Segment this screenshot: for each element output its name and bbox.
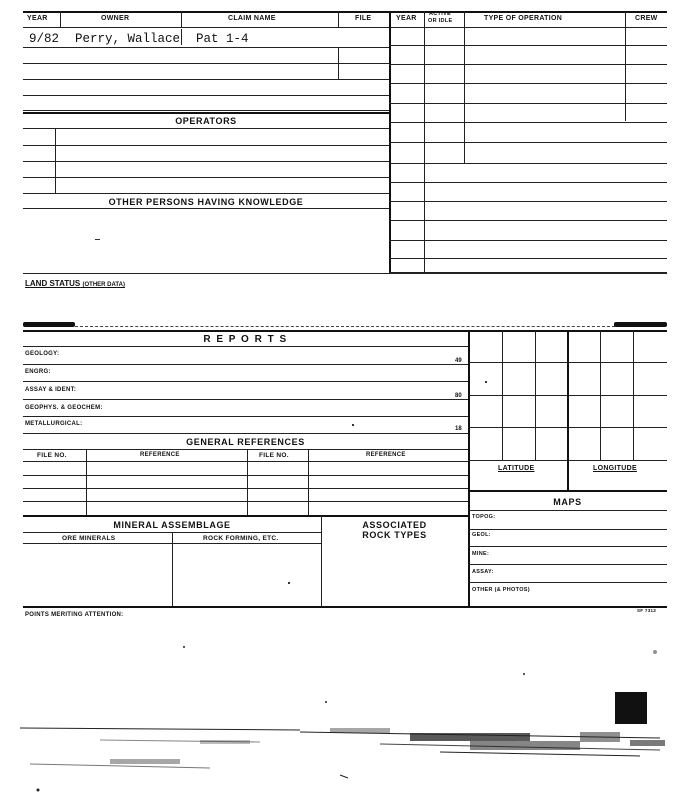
type-operation-column-line: [464, 11, 465, 163]
references-row-line: [23, 501, 468, 502]
rock-forming-label: ROCK FORMING, ETC.: [203, 535, 279, 542]
mineral-column-line: [172, 532, 173, 607]
header-separator: [181, 11, 182, 27]
file-column-line: [338, 47, 339, 79]
other-persons-rule: [23, 208, 389, 209]
scan-streaks: [20, 728, 660, 778]
header-type-of-operation: TYPE OF OPERATION: [484, 15, 563, 22]
map-mine: MINE:: [472, 551, 490, 557]
ref-file-no-1: FILE NO.: [37, 452, 67, 459]
ref-reference-1: REFERENCE: [140, 452, 180, 458]
right-row-line: [389, 163, 667, 164]
right-row-line: [389, 83, 667, 84]
report-metallurgical-num: 18: [455, 426, 462, 432]
references-column-line: [86, 449, 87, 515]
maps-rule: [468, 510, 667, 511]
report-geophys: GEOPHYS. & GEOCHEM:: [25, 405, 103, 411]
maps-heading: MAPS: [553, 497, 582, 507]
entry-owner: Perry, Wallace: [75, 32, 181, 46]
reports-top-rule: [23, 330, 667, 332]
scan-noise: [0, 640, 678, 808]
ref-file-no-2: FILE NO.: [259, 452, 289, 459]
header-separator: [60, 11, 61, 27]
ore-minerals-label: ORE MINERALS: [62, 535, 116, 542]
entry-separator: [181, 29, 182, 45]
right-row-line: [389, 142, 667, 143]
land-status-label: [25, 279, 125, 288]
associated-rock-types-heading: [321, 520, 468, 540]
owner-row-line: [23, 110, 389, 111]
reports-rule: [23, 346, 468, 347]
report-assay: ASSAY & IDENT:: [25, 387, 77, 393]
owner-row-line: [23, 47, 389, 48]
operators-heading: OPERATORS: [175, 116, 237, 126]
report-engrg: ENGRG:: [25, 369, 51, 375]
right-row-line: [389, 45, 667, 46]
references-rule: [23, 449, 468, 450]
right-row-line: [389, 201, 667, 202]
scan-black-square: [615, 692, 647, 724]
grid-line: [468, 395, 667, 396]
reports-row-line: [23, 399, 468, 400]
reports-row-line: [23, 364, 468, 365]
latitude-label: LATITUDE: [498, 465, 535, 472]
operators-row-line: [23, 161, 389, 162]
reports-row-line: [23, 416, 468, 417]
owner-row-line: [23, 63, 389, 64]
longitude-label: LONGITUDE: [593, 465, 637, 472]
header-owner: OWNER: [101, 15, 130, 22]
points-meriting-attention: POINTS MERITING ATTENTION:: [25, 612, 124, 618]
other-persons-heading: OTHER PERSONS HAVING KNOWLEDGE: [108, 197, 304, 207]
maps-row-line: [468, 582, 667, 583]
report-geology: GEOLOGY:: [25, 351, 60, 357]
operators-column-line: [55, 128, 56, 193]
left-break-bar: [23, 322, 75, 327]
land-status-title: LAND STATUS: [25, 279, 81, 288]
right-row-line: [389, 64, 667, 65]
operators-row-line: [23, 128, 389, 129]
general-references-heading: GENERAL REFERENCES: [186, 437, 305, 447]
grid-line: [468, 460, 667, 461]
right-panel-divider: [468, 330, 470, 607]
operators-row-line: [23, 145, 389, 146]
scan-smudges: [37, 646, 666, 792]
mineral-top-rule: [23, 515, 468, 517]
map-assay: ASSAY:: [472, 569, 494, 575]
maps-row-line: [468, 564, 667, 565]
references-column-line: [247, 449, 248, 515]
entry-claim-name: Pat 1-4: [196, 32, 249, 46]
grid-center-line: [567, 330, 569, 490]
operators-row-line: [23, 193, 389, 194]
header-or-idle: OR IDLE: [428, 18, 453, 24]
operators-top-rule: [23, 112, 389, 114]
land-status-subtitle: (OTHER DATA): [82, 282, 125, 288]
map-geol: GEOL:: [472, 532, 491, 538]
header-year-2: YEAR: [396, 15, 417, 22]
header-file: FILE: [355, 15, 372, 22]
stray-dot: [288, 582, 290, 584]
land-status-rule: [23, 273, 667, 274]
bottom-rule: [23, 606, 667, 608]
map-other: OTHER (& PHOTOS): [472, 587, 530, 593]
owner-row-line: [23, 95, 389, 96]
reports-heading: R E P O R T S: [203, 334, 288, 345]
top-border: [23, 11, 667, 13]
right-break-bar: [614, 322, 667, 327]
header-separator: [338, 11, 339, 27]
maps-row-line: [468, 546, 667, 547]
right-row-line: [389, 122, 667, 123]
maps-row-line: [468, 529, 667, 530]
entry-year: 9/82: [29, 32, 60, 46]
stray-dot: [485, 381, 487, 383]
right-row-line: [389, 240, 667, 241]
header-bottom-rule: [23, 27, 667, 28]
grid-line: [468, 427, 667, 428]
references-row-line: [23, 488, 468, 489]
stray-mark: [95, 239, 100, 240]
reports-row-line: [23, 381, 468, 382]
map-topog: TOPOG:: [472, 514, 496, 520]
dashed-break-line: [75, 326, 615, 327]
header-crew: CREW: [635, 15, 658, 22]
references-column-line: [308, 449, 309, 515]
report-metallurgical: METALLURGICAL:: [25, 421, 83, 427]
ref-reference-2: REFERENCE: [366, 452, 406, 458]
owner-row-line: [23, 79, 389, 80]
right-row-line: [389, 258, 667, 259]
grid-line: [468, 362, 667, 363]
right-row-line: [389, 182, 667, 183]
header-claim-name: CLAIM NAME: [228, 15, 276, 22]
report-geology-num: 49: [455, 358, 462, 364]
associated-line-2: ROCK TYPES: [362, 530, 427, 540]
crew-column-line: [625, 11, 626, 121]
reports-row-line: [23, 433, 468, 434]
mineral-assemblage-heading: MINERAL ASSEMBLAGE: [113, 520, 231, 530]
associated-line-1: ASSOCIATED: [362, 520, 427, 530]
maps-top-rule: [468, 490, 667, 492]
header-year: YEAR: [27, 15, 48, 22]
operators-row-line: [23, 177, 389, 178]
right-row-line: [389, 103, 667, 104]
report-assay-num: 80: [455, 393, 462, 399]
form-number: SF 7313: [637, 608, 657, 613]
references-row-line: [23, 461, 468, 462]
right-row-line: [389, 220, 667, 221]
stray-dot: [352, 424, 354, 426]
references-row-line: [23, 475, 468, 476]
header-active: ACTIVE: [429, 11, 451, 17]
